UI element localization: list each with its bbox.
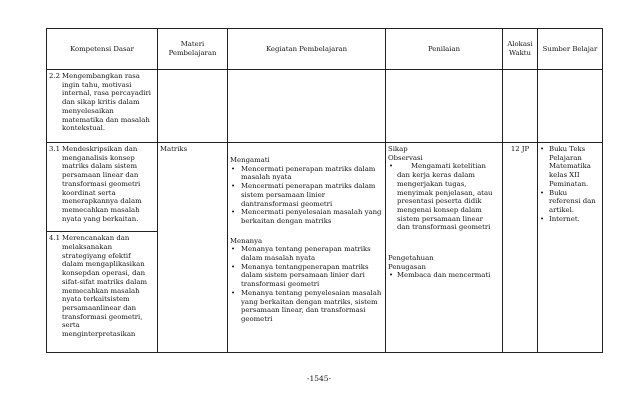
bullet-mark: • (389, 271, 394, 280)
list-item: • Buku Teks Pelajaran Matematika kelas XII Peminatan. (540, 145, 600, 189)
mengamati-heading: Mengamati (230, 156, 270, 164)
empty-cell (503, 70, 538, 143)
penugasan-item-text: Membaca dan mencermati (397, 271, 491, 280)
table-row (47, 70, 603, 143)
header-materi-pembelajaran: Materi Pembelajaran (158, 29, 228, 70)
sumber-cell (538, 143, 603, 353)
menanya-heading: Menanya (230, 236, 263, 245)
silabus-table (46, 28, 603, 353)
kd-31-number: 3.1 (49, 145, 60, 153)
list-item: • Menanya tentang penyelesaian masalah yang berkaitan dengan matriks, sistem persamaan linear, dan transformasi geometri (230, 289, 383, 324)
empty-cell (538, 70, 603, 143)
kd-22-number: 2.2 (49, 72, 60, 80)
empty-cell (228, 70, 386, 143)
list-item: • Internet. (540, 215, 600, 224)
page-number: -1545- (306, 374, 332, 383)
list-item: • Menanya tentangpenerapan matriks dalam sistem persamaan linier dari transformasi geometri (230, 263, 383, 289)
table-header-row (47, 29, 603, 70)
kd-22-text: Mengembangkan rasa ingin tahu, motivasi internal, rasa percayadiri dan sikap kritis dalam menyelesaikan matematika dan masalah kontekstual. (62, 72, 152, 133)
list-item: • Mencermati penerapan matriks dalam masalah nyata (230, 165, 383, 182)
kd-22 (49, 72, 155, 133)
bullet-mark: • (389, 162, 394, 171)
penugasan-label: Penugasan (388, 262, 426, 271)
mengamati-list (230, 165, 383, 226)
sikap-label: Sikap (388, 145, 408, 153)
sumber-list (540, 145, 600, 223)
empty-cell (158, 70, 228, 143)
observasi-label: Observasi (388, 153, 423, 162)
header-alokasi-waktu: Alokasi Waktu (503, 29, 538, 70)
alokasi-cell: 12 JP (503, 143, 538, 353)
table-row (47, 143, 603, 353)
materi-cell: Matriks (158, 143, 228, 353)
penilaian-cell (386, 143, 503, 353)
kd-31 (49, 145, 155, 223)
kd-31-text: Mendeskripsikan dan menganalisis konsep matriks dalam sistem persamaan linear dan transformasi geometri koordinat serta menerapkannya dalam memecahkan masalah nyata yang berkaitan. (62, 145, 142, 223)
empty-cell (386, 70, 503, 143)
kd-41-number: 4.1 (49, 234, 60, 243)
kd-31-41-cell (47, 143, 158, 353)
kd-41 (49, 234, 155, 338)
header-kegiatan-pembelajaran: Kegiatan Pembelajaran (228, 29, 386, 70)
list-item: • Buku referensi dan artikel. (540, 189, 600, 215)
header-kompetensi-dasar: Kompetensi Dasar (47, 29, 158, 70)
header-sumber-belajar: Sumber Belajar (538, 29, 603, 70)
header-penilaian: Penilaian (386, 29, 503, 70)
penilaian-observasi-item (389, 162, 496, 232)
menanya-list (230, 245, 383, 323)
kegiatan-cell (228, 143, 386, 353)
penilaian-penugasan-item (389, 271, 496, 280)
bullet-body-text: ketelitian dan kerja keras dalam mengerjakan tugas, menyimak penjelasan, atau presentasi peserta didik mengenai konsep dalam sistem persamaan linear dan transformasi geometri (397, 162, 493, 232)
bullet-lead-word: Mengamati (411, 162, 451, 171)
list-item: • Menanya tentang penerapan matriks dalam masalah nyata (230, 245, 383, 262)
kd-22-cell (47, 70, 158, 143)
pengetahuan-label: Pengetahuan (388, 254, 434, 263)
kd-divider (47, 231, 157, 232)
kd-41-text: Merencanakan dan melaksanakan strategiyang efektif dalam mengaplikasikan konsepdan operasi, dan sifat-sifat matriks dalam memecahkan masalah nyata terkaitsistem persamaanlinear dan transformasi geometri, serta menginterpretasikan (62, 234, 148, 339)
list-item: • Mencermati penerapan matriks dalam sistem persamaan linier dantransformasi geometri (230, 182, 383, 208)
list-item: • Mencermati penyelesaian masalah yang berkaitan dengan matriks (230, 208, 383, 225)
